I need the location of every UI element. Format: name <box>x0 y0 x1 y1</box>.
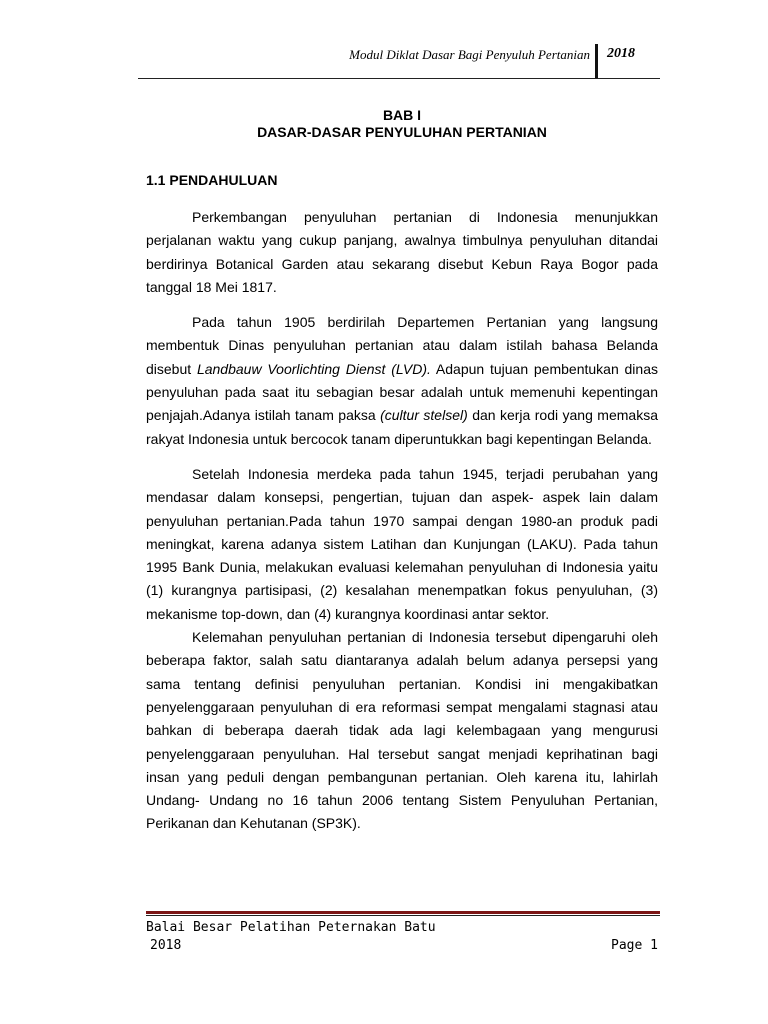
page-number: Page 1 <box>611 938 658 953</box>
paragraph-2-text-a: Pada tahun 1905 berdirilah Departemen Pertanian yang langsung membentuk Dinas penyuluhan pertanian atau dalam istilah bahasa Belanda disebut <box>146 314 658 377</box>
footer-year: 2018 <box>150 938 182 953</box>
chapter-label: BAB I <box>382 107 422 123</box>
section-heading: 1.1 PENDAHULUAN <box>146 172 278 188</box>
chapter-title: DASAR-DASAR PENYULUHAN PERTANIAN <box>257 124 547 140</box>
body-text <box>146 206 658 836</box>
paragraph-2-text-c: dan kerja rodi yang memaksa rakyat Indonesia untuk bercocok tanam diperuntukkan bagi kepentingan Belanda. <box>146 407 658 447</box>
header-rule <box>138 78 660 79</box>
footer-organization: Balai Besar Pelatihan Peternakan Batu <box>146 920 436 935</box>
footer-rule-red <box>146 911 660 914</box>
paragraph-1: Perkembangan penyuluhan pertanian di Indonesia menunjukkan perjalanan waktu yang cukup panjang, awalnya timbulnya penyuluhan ditandai berdirinya Botanical Garden atau sekarang disebut Kebun Raya Bogor pada tanggal 18 Mei 1817. <box>146 209 658 295</box>
paragraph-2-italic-lvd: Landbauw Voorlichting Dienst (LVD). <box>196 360 431 377</box>
chapter-heading <box>146 107 658 141</box>
paragraph-3: Setelah Indonesia merdeka pada tahun 1945, terjadi perubahan yang mendasar dalam konsepsi, pengertian, tujuan dan aspek- aspek lain dalam penyuluhan pertanian.Pada tahun 1970 sampai dengan 1980-an produk padi meningkat, karena adanya sistem Latihan dan Kunjungan (LAKU). Pada tahun 1995 Bank Dunia, melakukan evaluasi kelemahan penyuluhan di Indonesia yaitu (1) kurangnya partisipasi, (2) kesalahan menempatkan fokus penyuluhan, (3) mekanisme top-down, dan (4) kurangnya koordinasi antar sektor. <box>146 465 658 622</box>
header-year: 2018 <box>607 46 635 61</box>
paragraph-2 <box>146 311 658 451</box>
header-divider <box>595 44 598 78</box>
header-title: Modul Diklat Dasar Bagi Penyuluh Pertanian <box>349 47 590 62</box>
paragraph-2-text-b: Adapun tujuan pembentukan dinas penyuluhan pada saat itu sebagian besar adalah untuk memenuhi kepentingan penjajah.Adanya istilah tanam paksa <box>146 360 658 424</box>
paragraph-2-italic-cultur: (cultur stelsel) <box>380 407 468 424</box>
paragraph-4: Kelemahan penyuluhan pertanian di Indonesia tersebut dipengaruhi oleh beberapa faktor, salah satu diantaranya adalah belum adanya persepsi yang sama tentang definisi penyuluhan pertanian. Kondisi ini mengakibatkan penyelenggaraan penyuluhan di era reformasi sempat mengalami stagnasi atau bahkan di beberapa daerah tidak ada lagi kelembagaan yang mengurusi penyelenggaraan penyuluhan. Hal tersebut sangat menjadi keprihatinan bagi insan yang peduli dengan pembangunan pertanian. Oleh karena itu, lahirlah Undang- Undang no 16 tahun 2006 tentang Sistem Penyuluhan Pertanian, Perikanan dan Kehutanan (SP3K). <box>146 629 658 832</box>
footer-rule-dark <box>146 915 660 916</box>
